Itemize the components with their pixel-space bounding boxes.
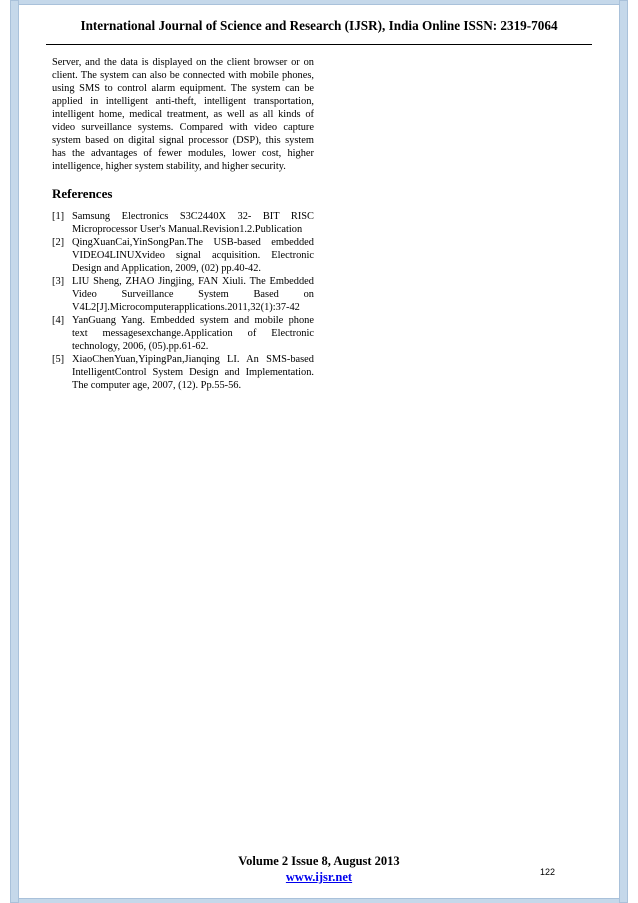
reference-number: [4] bbox=[52, 315, 65, 326]
page-border-bottom bbox=[10, 898, 628, 903]
left-column bbox=[52, 56, 314, 392]
reference-number: [3] bbox=[52, 276, 65, 287]
reference-text: LIU Sheng, ZHAO Jingjing, FAN Xiuli. The Embedded Video Surveillance System Based on V4L2[J].Microcomputerapplications.2011,32(1):37-42 bbox=[72, 276, 314, 313]
references-heading: References bbox=[52, 186, 113, 201]
reference-item bbox=[52, 275, 314, 314]
header-divider bbox=[46, 44, 592, 45]
reference-text: QingXuanCai,YinSongPan.The USB-based embedded VIDEO4LINUXvideo signal acquisition. Electronic Design and Application, 2009, (02) pp.40-42. bbox=[72, 237, 314, 274]
reference-number: [1] bbox=[52, 211, 65, 222]
reference-item bbox=[52, 353, 314, 392]
page-border-top bbox=[10, 0, 628, 5]
reference-number: [5] bbox=[52, 354, 65, 365]
page-border-right bbox=[619, 0, 628, 903]
page-border-left bbox=[10, 0, 19, 903]
page-number: 122 bbox=[540, 867, 556, 877]
journal-header: International Journal of Science and Research (IJSR), India Online ISSN: 2319-7064 bbox=[80, 18, 558, 33]
reference-item bbox=[52, 314, 314, 353]
reference-text: Samsung Electronics S3C2440X 32- BIT RISC Microprocessor User's Manual.Revision1.2.Publication bbox=[72, 211, 314, 235]
reference-item bbox=[52, 236, 314, 275]
reference-text: YanGuang Yang. Embedded system and mobile phone text messagesexchange.Application of Electronic technology, 2006, (05).pp.61-62. bbox=[72, 315, 314, 352]
journal-link[interactable]: www.ijsr.net bbox=[285, 870, 353, 884]
reference-number: [2] bbox=[52, 237, 65, 248]
reference-text: XiaoChenYuan,YipingPan,Jianqing LI. An SMS-based IntelligentControl System Design and Implementation. The computer age, 2007, (12). Pp.55-56. bbox=[72, 354, 314, 391]
reference-item bbox=[52, 210, 314, 236]
body-paragraph: Server, and the data is displayed on the client browser or on client. The system can also be connected with mobile phones, using SMS to control alarm equipment. The system can be applied in intelligent anti-theft, intelligent transportation, intelligent home, medical treatment, as well as all kinds of video surveillance systems. Compared with video capture system based on digital signal processor (DSP), this system has the advantages of fewer modules, lower cost, higher intelligence, higher system stability, and higher security. bbox=[52, 57, 314, 172]
volume-info: Volume 2 Issue 8, August 2013 bbox=[238, 854, 400, 868]
